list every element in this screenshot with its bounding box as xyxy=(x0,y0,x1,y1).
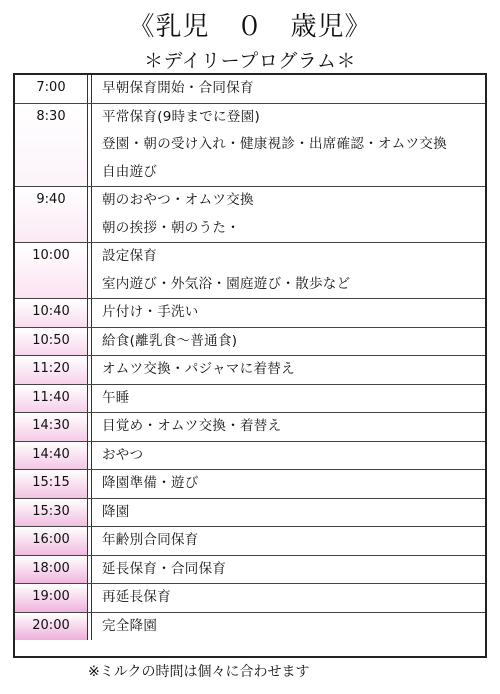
activity-text: 自由遊び xyxy=(102,163,158,180)
activity-text: 午睡 xyxy=(102,389,130,406)
time-cell: 10:00 xyxy=(15,243,88,298)
schedule-block xyxy=(15,584,485,613)
time-cell: 14:40 xyxy=(15,442,88,470)
activity-text: おやつ xyxy=(102,446,144,463)
activity-text: 完全降園 xyxy=(102,617,158,634)
activity-text: 設定保育 xyxy=(102,248,158,264)
footnote: ※ミルクの時間は個々に合わせます xyxy=(88,664,310,680)
schedule-block xyxy=(15,104,485,188)
activities-cell xyxy=(92,243,485,298)
activities-cell xyxy=(92,413,485,441)
time-cell: 10:50 xyxy=(15,328,88,356)
activity-text: 降園 xyxy=(102,503,130,520)
page-title: 《乳児 ０ 歳児》 xyxy=(128,12,372,42)
time-cell: 15:30 xyxy=(15,499,88,527)
activities-cell xyxy=(92,328,485,356)
activities-cell xyxy=(92,613,485,641)
schedule-block xyxy=(15,442,485,471)
activity-text: 登園・朝の受け入れ・健康視診・出席確認・オムツ交換 xyxy=(102,136,447,152)
activity-text: 降園準備・遊び xyxy=(102,475,199,491)
schedule-block xyxy=(15,356,485,385)
activity-text: 延長保育・合同保育 xyxy=(102,560,227,577)
schedule-block xyxy=(15,299,485,328)
schedule-block xyxy=(15,413,485,442)
activities-cell xyxy=(92,499,485,527)
schedule-block xyxy=(15,187,485,243)
time-cell: 11:20 xyxy=(15,356,88,384)
activity-text: 朝の挨拶・朝のうた・ xyxy=(102,219,240,236)
time-cell: 7:00 xyxy=(15,75,88,103)
time-cell: 14:30 xyxy=(15,413,88,441)
page-subtitle: ＊デイリープログラム＊ xyxy=(143,50,357,72)
schedule-block xyxy=(15,385,485,414)
activity-text: 目覚め・オムツ交換・着替え xyxy=(102,418,282,434)
time-cell: 11:40 xyxy=(15,385,88,413)
activity-text: 平常保育(9時までに登園) xyxy=(102,108,261,125)
time-cell: 16:00 xyxy=(15,527,88,555)
activity-text: 給食(離乳食～普通食) xyxy=(102,332,238,349)
activities-cell xyxy=(92,470,485,498)
time-cell: 9:40 xyxy=(15,187,88,242)
time-cell: 8:30 xyxy=(15,104,88,187)
schedule-block xyxy=(15,499,485,528)
time-cell: 18:00 xyxy=(15,556,88,584)
activity-text: 早朝保育開始・合同保育 xyxy=(102,80,254,96)
activities-cell xyxy=(92,299,485,327)
schedule-block xyxy=(15,328,485,357)
schedule-block xyxy=(15,470,485,499)
activities-cell xyxy=(92,385,485,413)
time-cell: 10:40 xyxy=(15,299,88,327)
activities-cell xyxy=(92,584,485,612)
time-cell: 15:15 xyxy=(15,470,88,498)
activity-text: 片付け・手洗い xyxy=(102,304,199,320)
activity-text: 再延長保育 xyxy=(102,589,171,605)
schedule-block xyxy=(15,556,485,585)
activity-text: 年齢別合同保育 xyxy=(102,532,199,548)
schedule-block xyxy=(15,75,485,104)
activities-cell xyxy=(92,75,485,103)
schedule-block xyxy=(15,613,485,641)
schedule-block xyxy=(15,243,485,299)
daily-schedule-table xyxy=(13,73,487,658)
activities-cell xyxy=(92,527,485,555)
activities-cell xyxy=(92,356,485,384)
schedule-block xyxy=(15,527,485,556)
activity-text: オムツ交換・パジャマに着替え xyxy=(102,361,295,377)
activity-text: 室内遊び・外気浴・園庭遊び・散歩など xyxy=(102,275,351,292)
time-cell: 20:00 xyxy=(15,613,88,641)
activities-cell xyxy=(92,556,485,584)
activity-text: 朝のおやつ・オムツ交換 xyxy=(102,192,254,208)
time-cell: 19:00 xyxy=(15,584,88,612)
activities-cell xyxy=(92,442,485,470)
activities-cell xyxy=(92,104,485,187)
activities-cell xyxy=(92,187,485,242)
